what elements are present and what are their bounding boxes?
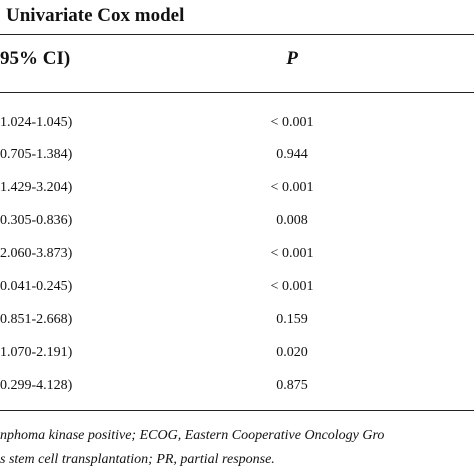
table-footnote: nphoma kinase positive; ECOG, Eastern Cooperative Oncology Gro [0,428,385,443]
p-column-header: P [286,48,298,69]
table-row [0,310,474,342]
ci-cell: 0.299-4.128) [0,378,73,393]
ci-cell: 0.851-2.668) [0,312,73,327]
p-value-cell: < 0.001 [270,246,314,261]
p-value-cell: 0.875 [276,378,308,393]
p-value-cell: < 0.001 [270,115,314,130]
table-row [0,277,474,309]
table-row [0,145,474,177]
ci-cell: 1.024-1.045) [0,115,73,130]
table-row [0,343,474,375]
table-row [0,113,474,145]
ci-cell: 0.305-0.836) [0,213,73,228]
ci-cell: 0.705-1.384) [0,147,73,162]
table-row [0,178,474,210]
ci-cell: 0.041-0.245) [0,279,73,294]
p-value-cell: 0.020 [276,345,308,360]
table-row [0,244,474,276]
ci-column-header: 95% CI) [0,48,71,69]
table-group-title: Univariate Cox model [6,5,185,26]
p-value-cell: 0.159 [276,312,308,327]
ci-cell: 2.060-3.873) [0,246,73,261]
ci-cell: 1.070-2.191) [0,345,73,360]
p-value-cell: < 0.001 [270,279,314,294]
table-row [0,211,474,243]
table-header-rule [0,92,474,93]
table-row [0,376,474,408]
table-footnote: s stem cell transplantation; PR, partial response. [0,452,275,467]
ci-cell: 1.429-3.204) [0,180,73,195]
table-bottom-rule [0,410,474,411]
p-value-cell: < 0.001 [270,180,314,195]
p-value-cell: 0.008 [276,213,308,228]
table-top-rule [0,34,474,35]
p-value-cell: 0.944 [276,147,308,162]
